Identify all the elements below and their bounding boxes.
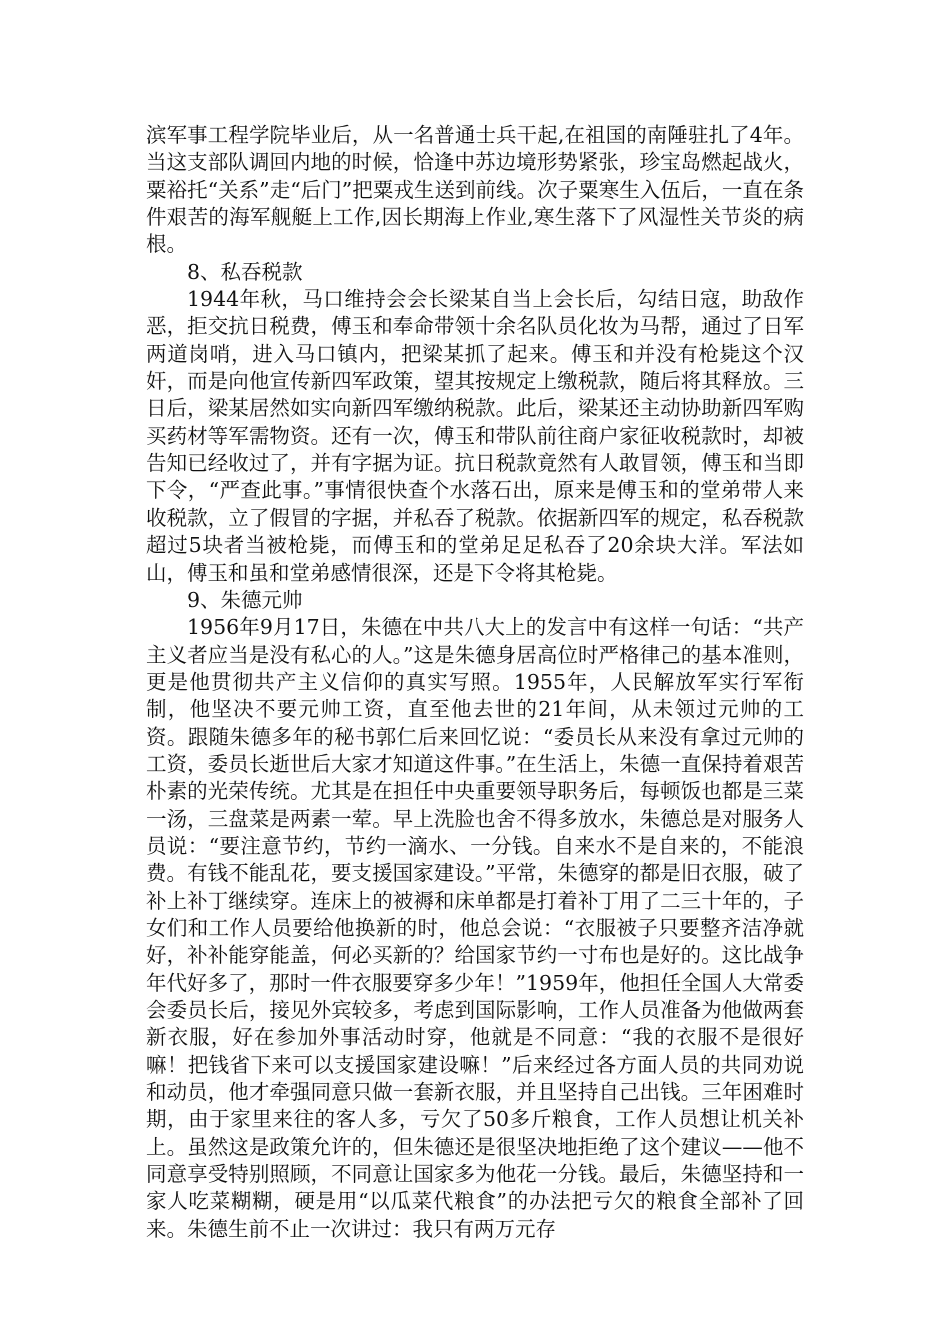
section-heading-9: 9、朱德元帅: [187, 587, 303, 612]
paragraph-section-8: 1944年秋，马口维持会会长梁某自当上会长后，勾结日寇，助敌作恶，拒交抗日税费，傅玉和奉命带领十余名队员化妆为马帮，通过了日军两道岗哨，进入马口镇内，把梁某抓了起来。傅玉和并没有枪毙这个汉奸，而是向他宣传新四军政策，望其按规定上缴税款，随后将其释放。三日后，梁某居然如实向新四军缴纳税款。此后，梁某还主动协助新四军购买药材等军需物资。还有一次，傅玉和带队前往商户家征收税款时，却被告知已经收过了，并有字据为证。抗日税款竟然有人敢冒领，傅玉和当即下令，“严查此事。”事情很快查个水落石出，原来是傅玉和的堂弟带人来收税款，立了假冒的字据，并私吞了税款。依据新四军的规定，私吞税款超过5块者当被枪毙，而傅玉和的堂弟足足私吞了20余块大洋。军法如山，傅玉和虽和堂弟感情很深，还是下令将其枪毙。: [146, 287, 804, 585]
paragraph-section-9: 1956年9月17日，朱德在中共八大上的发言中有这样一句话：“共产主义者应当是没有私心的人。”这是朱德身居高位时严格律己的基本准则，更是他贯彻共产主义信仰的真实写照。1955年，人民解放军实行军衔制，他坚决不要元帅工资，直至他去世的21年间，从未领过元帅的工资。跟随朱德多年的秘书郭仁后来回忆说：“委员长从来没有拿过元帅的工资，委员长逝世后大家才知道这件事。”在生活上，朱德一直保持着艰苦朴素的光荣传统。尤其是在担任中央重要领导职务后，每顿饭也都是三菜一汤，三盘菜是两素一荤。早上洗脸也舍不得多放水，朱德总是对服务人员说：“要注意节约，节约一滴水、一分钱。自来水不是自来的，不能浪费。有钱不能乱花，要支援国家建设。”平常，朱德穿的都是旧衣服，破了补上补丁继续穿。连床上的被褥和床单都是打着补丁用了二三十年的，子女们和工作人员要给他换新的时，他总会说：“衣服被子只要整齐洁净就好，补补能穿能盖，何必买新的？给国家节约一寸布也是好的。这比战争年代好多了，那时一件衣服要穿多少年！”1959年，他担任全国人大常委会委员长后，接见外宾较多，考虑到国际影响，工作人员准备为他做两套新衣服，好在参加外事活动时穿，他就是不同意：“我的衣服不是很好嘛！把钱省下来可以支援国家建设嘛！”后来经过各方面人员的共同劝说和动员，他才牵强同意只做一套新衣服，并且坚持自己出钱。三年困难时期，由于家里来往的客人多，亏欠了50多斤粮食，工作人员想让机关补上。虽然这是政策允许的，但朱德还是很坚决地拒绝了这个建议——他不同意享受特别照顾，不同意让国家多为他花一分钱。最后，朱德坚持和一家人吃菜糊糊，硬是用“以瓜菜代粮食”的办法把亏欠的粮食全部补了回来。朱德生前不止一次讲过：我只有两万元存: [146, 615, 804, 1241]
paragraph-intro: 滨军事工程学院毕业后，从一名普通士兵干起,在祖国的南陲驻扎了4年。当这支部队调回内地的时候，恰逢中苏边境形势紧张，珍宝岛燃起战火，粟裕托“关系”走“后门”把粟戎生送到前线。次子粟寒生入伍后，一直在条件艰苦的海军舰艇上工作,因长期海上作业,寒生落下了风湿性关节炎的病根。: [146, 123, 804, 257]
document-body: [146, 122, 804, 1243]
section-heading-8: 8、私吞税款: [187, 259, 303, 284]
